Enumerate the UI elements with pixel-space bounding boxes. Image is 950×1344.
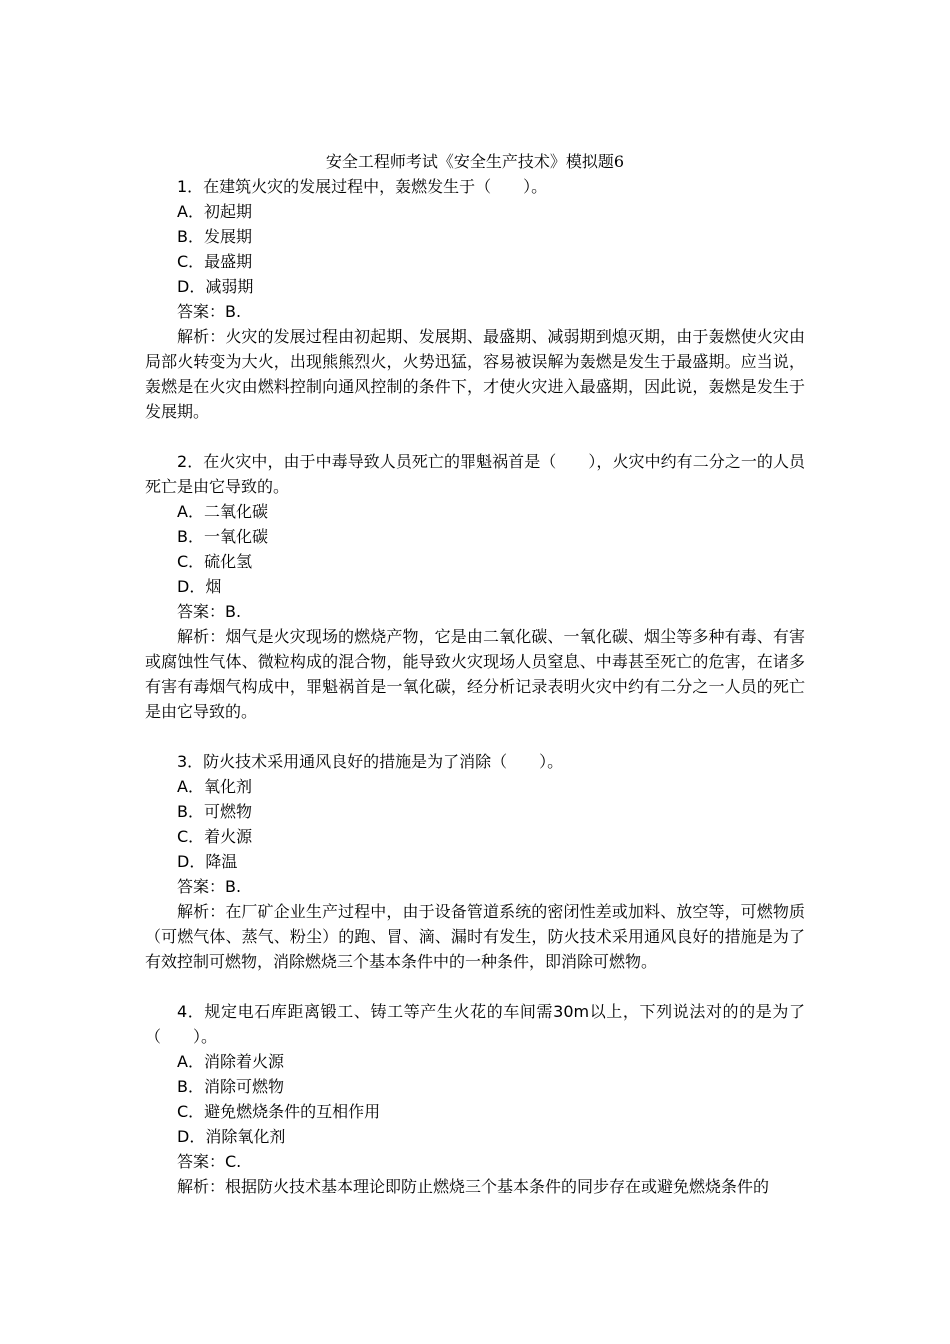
option-c: C．避免燃烧条件的互相作用 bbox=[177, 1102, 381, 1121]
option-c: C．着火源 bbox=[177, 827, 253, 846]
option-d: D．降温 bbox=[177, 852, 238, 871]
answer-text: 答案：B. bbox=[177, 877, 242, 896]
answer-text: 答案：B. bbox=[177, 602, 242, 621]
option-d: D．烟 bbox=[177, 577, 222, 596]
option-c: C．最盛期 bbox=[177, 252, 253, 271]
answer-text: 答案：B. bbox=[177, 302, 242, 321]
option-b: B．一氧化碳 bbox=[177, 527, 268, 546]
option-b: B．发展期 bbox=[177, 227, 252, 246]
option-a: A．氧化剂 bbox=[177, 777, 252, 796]
analysis-text: 解析：根据防火技术基本理论即防止燃烧三个基本条件的同步存在或避免燃烧条件的 bbox=[177, 1177, 770, 1196]
option-a: A．初起期 bbox=[177, 202, 252, 221]
question-block-1 bbox=[145, 174, 805, 424]
question-text: 4．规定电石库距离锻工、铸工等产生火花的车间需30m以上，下列说法对的的是为了（ ）。 bbox=[145, 1002, 805, 1046]
spacer bbox=[145, 424, 805, 449]
spacer bbox=[145, 724, 805, 749]
question-text: 2．在火灾中，由于中毒导致人员死亡的罪魁祸首是（ ），火灾中约有二分之一的人员死亡是由它导致的。 bbox=[145, 452, 805, 496]
question-block-3 bbox=[145, 749, 805, 974]
option-d: D．消除氧化剂 bbox=[177, 1127, 286, 1146]
option-a: A．消除着火源 bbox=[177, 1052, 284, 1071]
question-text: 3．防火技术采用通风良好的措施是为了消除（ ）。 bbox=[177, 752, 564, 771]
analysis-text: 解析：火灾的发展过程由初起期、发展期、最盛期、减弱期到熄灭期，由于轰燃使火灾由局部火转变为大火，出现熊熊烈火，火势迅猛，容易被误解为轰燃是发生于最盛期。应当说，轰燃是在火灾由燃料控制向通风控制的条件下，才使火灾进入最盛期，因此说，轰燃是发生于发展期。 bbox=[145, 327, 805, 421]
question-block-4 bbox=[145, 999, 805, 1199]
option-b: B．可燃物 bbox=[177, 802, 252, 821]
answer-text: 答案：C. bbox=[177, 1152, 242, 1171]
spacer bbox=[145, 974, 805, 999]
option-c: C．硫化氢 bbox=[177, 552, 253, 571]
option-b: B．消除可燃物 bbox=[177, 1077, 284, 1096]
question-block-2 bbox=[145, 449, 805, 724]
document-title: 安全工程师考试《安全生产技术》模拟题6 bbox=[325, 152, 625, 171]
option-a: A．二氧化碳 bbox=[177, 502, 268, 521]
question-text: 1．在建筑火灾的发展过程中，轰燃发生于（ ）。 bbox=[177, 177, 548, 196]
document-body bbox=[145, 174, 805, 1199]
analysis-text: 解析：烟气是火灾现场的燃烧产物，它是由二氧化碳、一氧化碳、烟尘等多种有毒、有害或腐蚀性气体、微粒构成的混合物，能导致火灾现场人员窒息、中毒甚至死亡的危害，在诸多有害有毒烟气构成中，罪魁祸首是一氧化碳，经分析记录表明火灾中约有二分之一人员的死亡是由它导致的。 bbox=[145, 627, 805, 721]
option-d: D．减弱期 bbox=[177, 277, 254, 296]
analysis-text: 解析：在厂矿企业生产过程中，由于设备管道系统的密闭性差或加料、放空等，可燃物质（可燃气体、蒸气、粉尘）的跑、冒、滴、漏时有发生，防火技术采用通风良好的措施是为了有效控制可燃物，消除燃烧三个基本条件中的一种条件，即消除可燃物。 bbox=[145, 902, 805, 971]
